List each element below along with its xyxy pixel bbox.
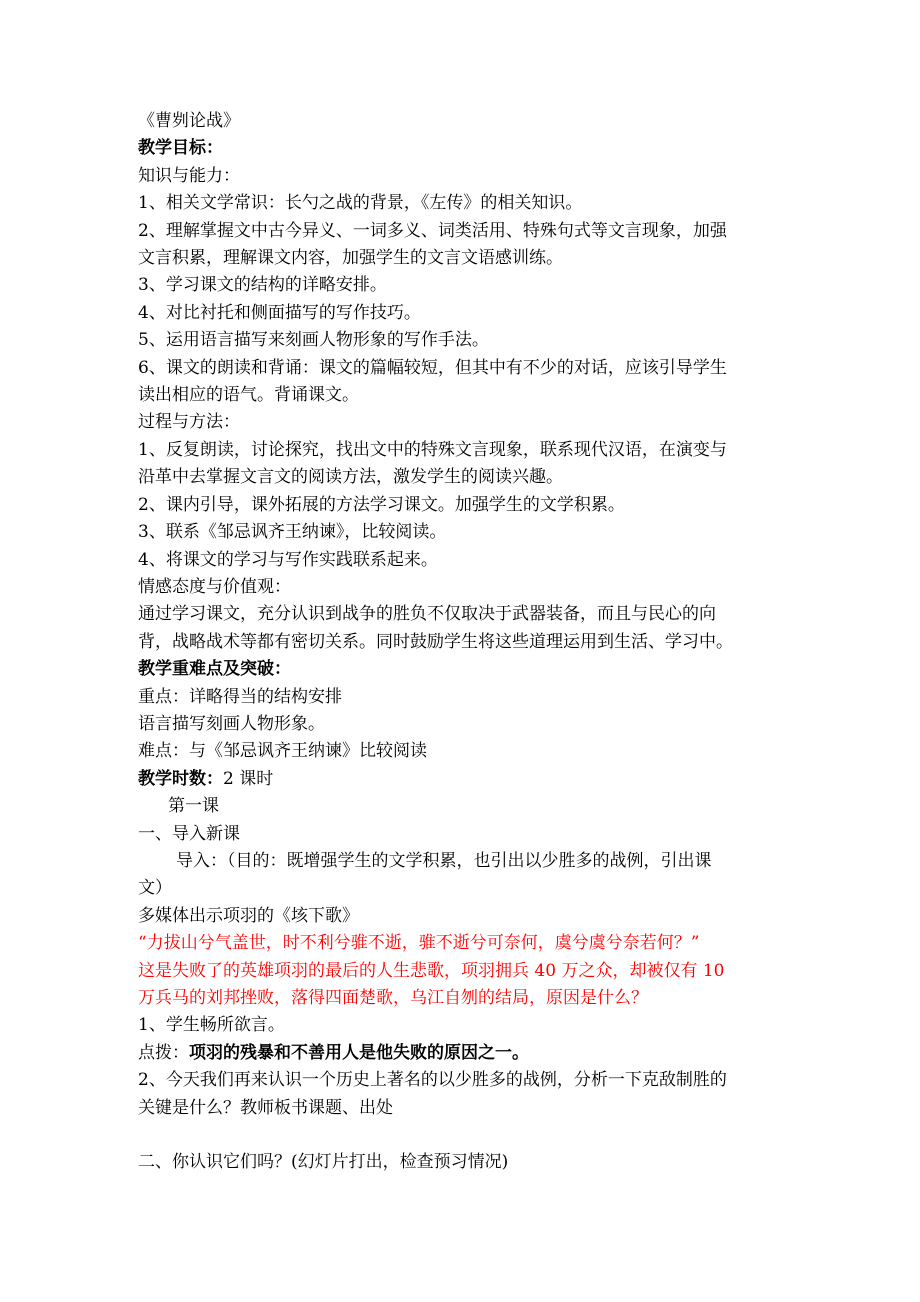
poem-line: “力拔山兮气盖世，时不利兮骓不逝，骓不逝兮可奈何，虞兮虞兮奈若何？” (138, 933, 700, 954)
key-heading: 教学重难点及突破： (138, 659, 291, 680)
knowledge-item: 6、课文的朗读和背诵：课文的篇幅较短，但其中有不少的对话，应该引导学生 (138, 357, 727, 378)
student-line: 1、学生畅所欲言。 (138, 1015, 285, 1036)
hint-label: 点拨： (138, 1042, 189, 1063)
red-text-line: 这是失败了的英雄项羽的最后的人生悲歌，项羽拥兵 40 万之众，却被仅有 10 (138, 960, 725, 981)
knowledge-item: 读出相应的语气。背诵课文。 (138, 385, 359, 406)
intro-line: 文） (138, 878, 172, 899)
section2-title: 二、你认识它们吗？(幻灯片打出，检查预习情况) (138, 1152, 509, 1173)
process-item: 2、课内引导，课外拓展的方法学习课文。加强学生的文学积累。 (138, 494, 625, 515)
doc-title: 《曹刿论战》 (138, 111, 240, 131)
question-line: 2、今天我们再来认识一个历史上著名的以少胜多的战例，分析一下克敌制胜的 (138, 1070, 727, 1091)
emotion-line: 背，战略战术等都有密切关系。同时鼓励学生将这些道理运用到生活、学习中。 (138, 631, 733, 652)
key-line: 难点：与《邹忌讽齐王纳谏》比较阅读 (138, 741, 427, 762)
process-item: 3、联系《邹忌讽齐王纳谏》，比较阅读。 (138, 522, 447, 543)
process-heading: 过程与方法： (138, 412, 240, 433)
lesson-title: 第一课 (168, 796, 219, 817)
section1-title: 一、导入新课 (138, 823, 240, 844)
knowledge-item: 3、学习课文的结构的详略安排。 (138, 275, 387, 296)
process-item: 1、反复朗读，讨论探究，找出文中的特殊文言现象，联系现代汉语，在演变与 (138, 439, 727, 460)
process-item: 沿革中去掌握文言文的阅读方法，激发学生的阅读兴趣。 (138, 467, 563, 488)
red-text-line: 万兵马的刘邦挫败，落得四面楚歌，乌江自刎的结局，原因是什么？ (138, 988, 648, 1008)
knowledge-item: 文言积累，理解课文内容，加强学生的文言文语感训练。 (138, 248, 563, 269)
intro-line: 导入：（目的：既增强学生的文学积累，也引出以少胜多的战例，引出课 (176, 850, 712, 871)
key-line: 重点：详略得当的结构安排 (138, 686, 342, 707)
process-item: 4、将课文的学习与写作实践联系起来。 (138, 549, 438, 570)
hint-text: 项羽的残暴和不善用人是他失败的原因之一。 (189, 1042, 529, 1063)
hint-line (138, 1040, 798, 1067)
question-line: 关键是什么？教师板书课题、出处 (138, 1097, 393, 1118)
knowledge-item: 5、运用语言描写来刻画人物形象的写作手法。 (138, 330, 489, 351)
emotion-line: 通过学习课文，充分认识到战争的胜负不仅取决于武器装备，而且与民心的向 (138, 604, 716, 625)
knowledge-item: 1、相关文学常识：长勺之战的背景，《左传》的相关知识。 (138, 193, 583, 214)
key-line: 语言描写刻画人物形象。 (138, 713, 325, 734)
knowledge-item: 4、对比衬托和侧面描写的写作技巧。 (138, 302, 421, 323)
blank-gap (138, 1122, 798, 1149)
hours-label: 教学时数： (138, 768, 223, 789)
objectives-heading: 教学目标： (138, 138, 223, 159)
knowledge-heading: 知识与能力： (138, 165, 240, 186)
document-page (138, 108, 798, 1176)
hours-value: 2 课时 (223, 768, 274, 789)
knowledge-item: 2、理解掌握文中古今异义、一词多义、词类活用、特殊句式等文言现象，加强 (138, 220, 727, 241)
emotion-heading: 情感态度与价值观： (138, 576, 291, 597)
hours-line (138, 766, 798, 793)
media-line: 多媒体出示项羽的《垓下歌》 (138, 905, 359, 926)
